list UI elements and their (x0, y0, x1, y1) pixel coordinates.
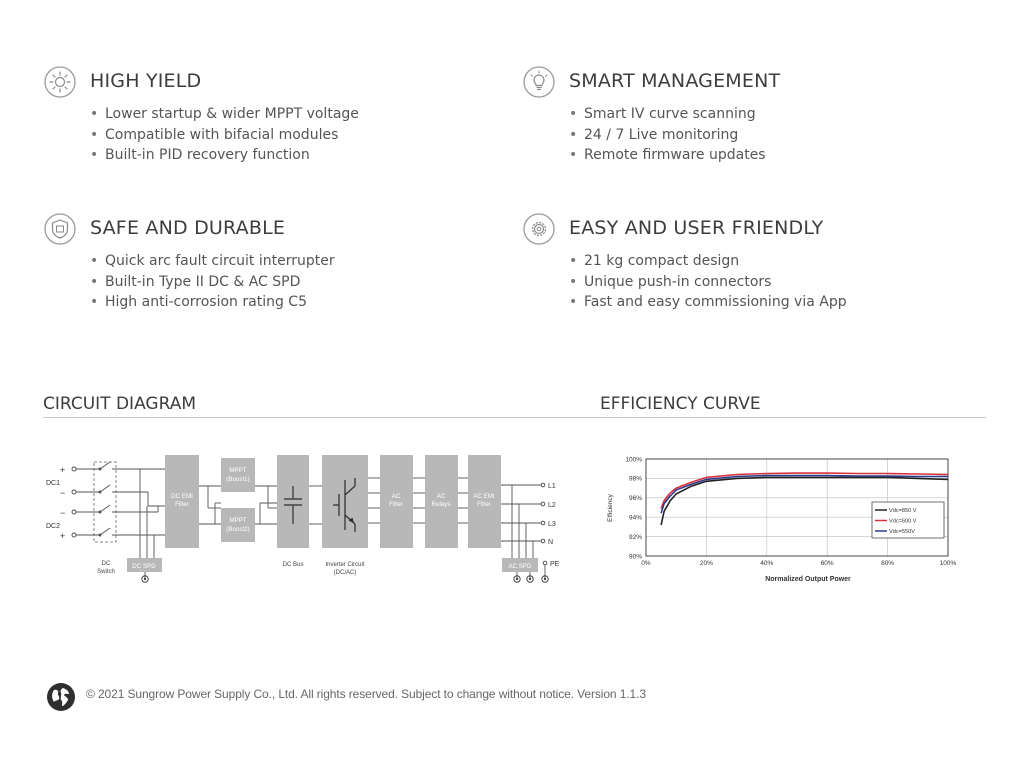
feature-list (90, 104, 359, 166)
feature-title: HIGH YIELD (90, 70, 202, 92)
y-tick-label: 94% (628, 514, 642, 522)
x-tick-label: 60% (820, 560, 834, 567)
feature-title: SMART MANAGEMENT (569, 70, 781, 92)
circuit-diagram (40, 448, 570, 593)
dc-bus-block (277, 455, 309, 548)
list-item: • 24 / 7 Live monitoring (569, 126, 739, 143)
lightbulb-icon (523, 66, 555, 98)
sun-icon (44, 66, 76, 98)
globe-icon (46, 682, 76, 712)
footer-copyright: © 2021 Sungrow Power Supply Co., Ltd. All rights reserved. Subject to change without notice. Version 1.1.3 (86, 687, 646, 701)
terminal-minus: − (60, 508, 66, 518)
y-tick-label: 98% (628, 475, 642, 483)
x-tick-label: 20% (699, 560, 713, 567)
dc-emi-label-1: DC EMI (171, 493, 193, 500)
list-item: • Remote firmware updates (569, 147, 766, 163)
ac-filter-label-2: Filter (389, 501, 403, 508)
terminal-plus: + (60, 531, 66, 541)
feature-list (90, 251, 335, 313)
mppt2-block (221, 508, 255, 542)
mppt1-block (221, 458, 255, 492)
legend-entry: Vdc=550V (889, 529, 915, 536)
chart-legend (872, 502, 944, 538)
efficiency-chart (596, 448, 976, 593)
list-item: • Built-in PID recovery function (90, 147, 310, 163)
x-tick-label: 0% (641, 560, 651, 567)
list-item: • Smart IV curve scanning (569, 106, 756, 122)
dc2-label: DC2 (46, 523, 61, 530)
dc-switch (94, 462, 116, 542)
y-tick-label: 92% (628, 533, 642, 541)
list-item: • 21 kg compact design (569, 253, 740, 269)
section-divider (43, 417, 986, 418)
mppt2-label-2: (Boost2) (226, 526, 250, 533)
x-tick-label: 80% (881, 560, 895, 567)
dc-bus-label: DC Bus (282, 562, 304, 568)
x-tick-label: 40% (760, 560, 774, 567)
y-tick-label: 96% (628, 495, 642, 503)
ac-relays-label-1: AC (436, 493, 446, 500)
feature-title: SAFE AND DURABLE (90, 217, 286, 239)
ac-relays-label-2: Relays (431, 501, 451, 508)
legend-entry: Vdc=850 V (889, 508, 917, 515)
list-item: • Unique push-in connectors (569, 273, 772, 290)
chart-ylabel: Efficiency (607, 494, 614, 522)
inverter-label-1: Inverter Circuit (325, 562, 365, 568)
efficiency-curve-title: EFFICIENCY CURVE (600, 394, 761, 414)
dc-emi-label-2: Filter (175, 501, 189, 508)
ac-spd-label: AC SPD (508, 563, 532, 570)
terminal-minus: − (60, 488, 66, 498)
chart-xlabel: Normalized Output Power (765, 576, 851, 583)
output-l2: L2 (548, 502, 556, 509)
output-n: N (548, 539, 554, 546)
mppt2-label-1: MPPT (229, 517, 247, 524)
y-tick-label: 100% (625, 456, 642, 464)
y-tick-label: 90% (628, 553, 642, 561)
circuit-diagram-title: CIRCUIT DIAGRAM (43, 394, 196, 414)
ac-emi-label-1: AC EMI (473, 493, 495, 500)
dc-switch-label-1: DC (101, 561, 111, 567)
feature-list (569, 104, 766, 166)
x-tick-label: 100% (939, 560, 957, 567)
list-item: • Compatible with bifacial modules (90, 126, 339, 143)
ac-filter-label-1: AC (391, 493, 401, 500)
dc1-label: DC1 (46, 480, 61, 487)
dc-spd-label: DC SPD (132, 563, 156, 570)
dc-switch-label-2: Switch (97, 569, 115, 575)
ac-emi-label-2: Filter (477, 501, 491, 508)
mppt1-label-1: MPPT (229, 467, 247, 474)
legend-entry: Vdc=600 V (889, 518, 917, 525)
output-l1: L1 (548, 483, 556, 490)
list-item: • Lower startup & wider MPPT voltage (90, 106, 359, 122)
pe-label: PE (550, 561, 560, 568)
mppt1-label-2: (Boost1) (226, 476, 250, 483)
list-item: • High anti-corrosion rating C5 (90, 294, 307, 310)
list-item: • Built-in Type II DC & AC SPD (90, 273, 301, 290)
ground-icon (142, 576, 548, 582)
gear-icon (523, 213, 555, 245)
inverter-label-2: (DC/AC) (333, 570, 357, 576)
list-item: • Fast and easy commissioning via App (569, 294, 847, 310)
shield-icon (44, 213, 76, 245)
list-item: • Quick arc fault circuit interrupter (90, 253, 335, 269)
feature-title: EASY AND USER FRIENDLY (569, 217, 824, 239)
output-l3: L3 (548, 521, 556, 528)
terminal-plus: + (60, 465, 66, 475)
feature-list (569, 251, 847, 313)
